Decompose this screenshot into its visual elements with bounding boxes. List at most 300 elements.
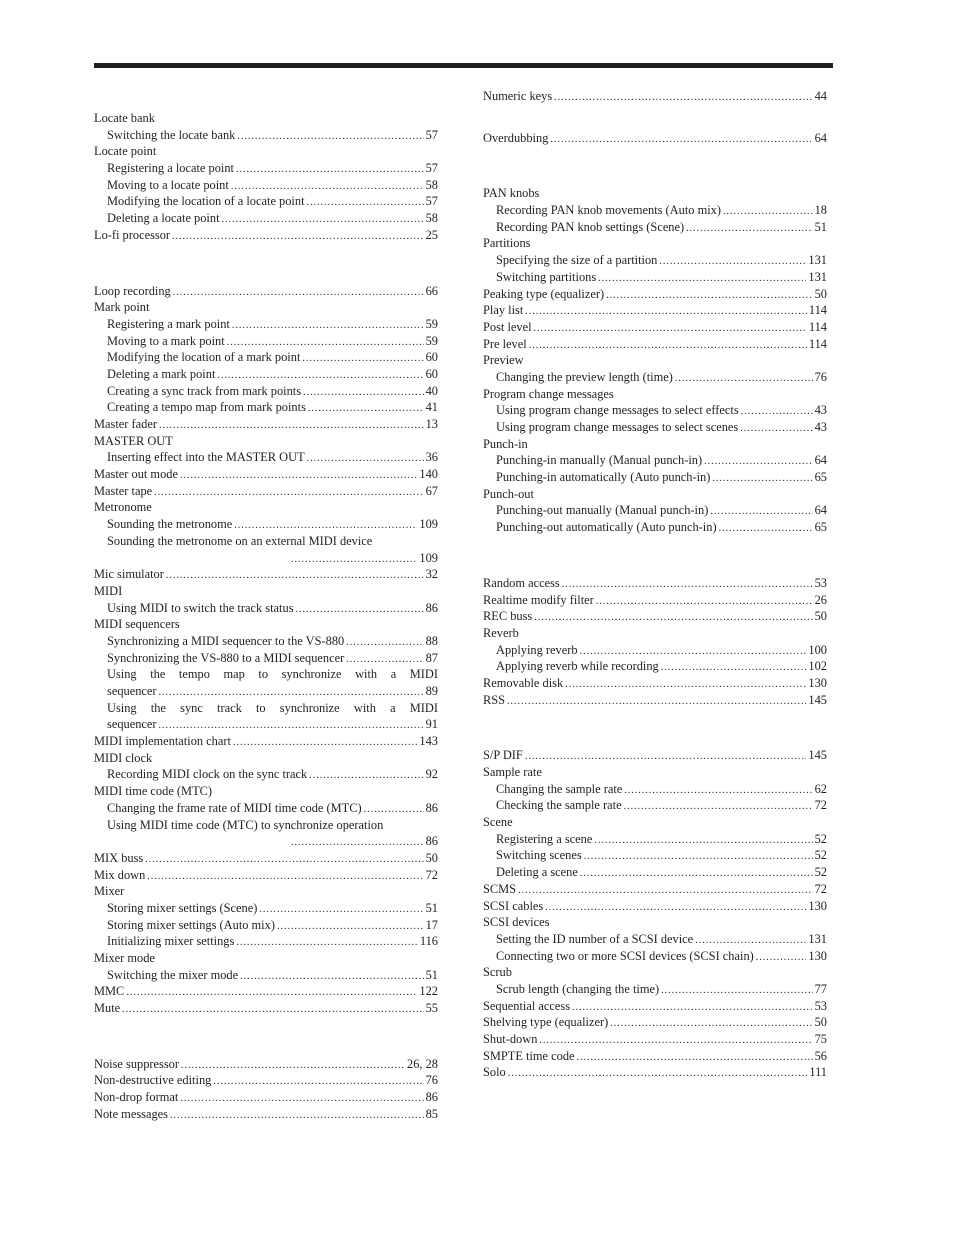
dot-leader [719, 521, 813, 538]
dot-leader [565, 677, 806, 694]
dot-leader [126, 985, 417, 1002]
entry-term: Switching the mixer mode [107, 967, 239, 982]
index-entry [483, 302, 827, 319]
page-number: 50 [814, 286, 827, 301]
entry-term: Synchronizing the VS-880 to a MIDI sequencer [107, 650, 345, 665]
entry-term: Moving to a mark point [107, 333, 225, 348]
dot-leader [236, 935, 418, 952]
entry-term: SCSI devices [483, 915, 550, 930]
index-subentry [94, 127, 438, 144]
entry-term: Note messages [94, 1106, 168, 1121]
entry-term: RSS [483, 692, 506, 707]
index-subentry [483, 269, 827, 286]
dot-leader [508, 1066, 808, 1083]
index-subentry [483, 519, 827, 536]
index-subentry [94, 177, 438, 194]
index-subentry [483, 797, 827, 814]
entry-term: Switching partitions [496, 269, 597, 284]
index-entry [94, 1089, 438, 1106]
dot-leader [308, 401, 424, 418]
page-number: 57 [425, 161, 438, 176]
dot-leader [598, 271, 806, 288]
index-entry [483, 336, 827, 353]
index-entry [483, 436, 827, 453]
entry-term: Connecting two or more SCSI devices (SCSI chain) [496, 948, 754, 963]
page-number: 67 [425, 483, 438, 498]
index-entry [483, 814, 827, 831]
entry-term: Locate bank [94, 111, 155, 125]
page-number: 76 [425, 1073, 438, 1088]
entry-term: Punching-out manually (Manual punch-in) [496, 503, 709, 518]
page-number: 57 [425, 127, 438, 142]
section-gap [94, 244, 438, 283]
dot-leader [277, 919, 424, 936]
entry-term: Sounding the metronome [107, 517, 233, 532]
page-number: 88 [425, 633, 438, 648]
page-number: 131 [808, 253, 827, 268]
dot-leader [606, 288, 813, 305]
index-subentry [483, 831, 827, 848]
index-subentry [94, 333, 438, 350]
index-entry [483, 881, 827, 898]
entry-term: Mute [94, 1001, 121, 1016]
entry-term: MIX buss [94, 850, 144, 865]
entry-term: Mixer mode [94, 951, 155, 965]
dot-leader [624, 799, 813, 816]
index-entry [94, 950, 438, 967]
entry-term: Realtime modify filter [483, 592, 594, 607]
index-subentry [94, 633, 438, 650]
dot-leader [237, 129, 423, 146]
index-entry [94, 616, 438, 633]
entry-term: Recording PAN knob movements (Auto mix) [496, 203, 721, 218]
entry-term: Applying reverb while recording [496, 659, 659, 674]
index-subentry [483, 402, 827, 419]
page-number: 13 [425, 417, 438, 431]
index-subentry [94, 449, 438, 466]
page-number: 18 [814, 203, 827, 218]
entry-term: Removable disk [483, 675, 564, 690]
page-number: 52 [814, 848, 827, 863]
page-number: 44 [814, 89, 827, 103]
page-number: 75 [814, 1032, 827, 1046]
page-number: 50 [425, 850, 438, 865]
dot-leader [309, 768, 423, 785]
page-number: 26 [814, 592, 827, 607]
index-entry [94, 983, 438, 1000]
page-number: 43 [814, 420, 827, 434]
section-gap [483, 105, 827, 130]
index-entry [483, 185, 827, 202]
page-number: 53 [814, 998, 827, 1013]
page-number: 51 [814, 219, 827, 234]
page-number: 60 [425, 350, 438, 365]
dot-leader [756, 950, 807, 967]
dot-leader [580, 866, 813, 883]
entry-term: MMC [94, 984, 125, 999]
index-subentry [483, 981, 827, 998]
index-entry [94, 1072, 438, 1089]
entry-term: SCMS [483, 881, 517, 896]
index-subentry [483, 369, 827, 386]
entry-term: Switching the locate bank [107, 127, 236, 142]
page-number: 36 [425, 450, 438, 465]
entry-term: Creating a tempo map from mark points [107, 400, 306, 415]
entry-term: Post level [483, 319, 532, 334]
dot-leader [154, 485, 423, 502]
index-entry [94, 566, 438, 583]
index-entry-continuation [94, 550, 438, 567]
index-subentry [94, 917, 438, 934]
index-subentry [483, 642, 827, 659]
entry-term: Creating a sync track from mark points [107, 383, 302, 398]
entry-term: Program change messages [483, 386, 614, 401]
entry-term: Mixer [94, 884, 125, 899]
entry-term: Shut-down [483, 1032, 538, 1046]
page-number: 143 [419, 734, 438, 749]
index-subentry [94, 683, 438, 700]
dot-leader [213, 1074, 423, 1091]
dot-leader [740, 421, 812, 438]
section-gap [483, 536, 827, 575]
page-number: 59 [425, 316, 438, 331]
index-subentry [483, 658, 827, 675]
entry-term: MASTER OUT [94, 433, 173, 448]
entry-term: Recording PAN knob settings (Scene) [496, 219, 685, 234]
page-number: 86 [425, 600, 438, 615]
page-number: 64 [814, 453, 827, 468]
entry-term: MIDI clock [94, 750, 153, 765]
index-entry [94, 110, 438, 127]
entry-term: Punch-out [483, 486, 534, 501]
index-entry [94, 466, 438, 483]
index-subentry [483, 469, 827, 486]
index-subentry [94, 967, 438, 984]
page-number: 109 [419, 550, 438, 565]
page-number: 131 [808, 931, 827, 946]
index-entry [94, 283, 438, 300]
entry-term: Punching-in manually (Manual punch-in) [496, 453, 703, 468]
entry-term: Master tape [94, 483, 153, 498]
entry-term: sequencer [107, 717, 157, 732]
page-number: 87 [425, 650, 438, 665]
page-number: 41 [425, 400, 438, 415]
dot-leader [180, 468, 417, 485]
dot-leader [545, 900, 806, 917]
page-number: 56 [814, 1048, 827, 1063]
index-entry [483, 352, 827, 369]
entry-term: Master fader [94, 417, 157, 431]
page-number: 51 [425, 967, 438, 982]
index-subentry [94, 716, 438, 733]
section-gap [483, 708, 827, 747]
index-subentry [94, 349, 438, 366]
entry-term: MIDI time code (MTC) [94, 784, 213, 799]
entry-term: Master out mode [94, 467, 178, 482]
page-number: 100 [808, 642, 827, 657]
dot-leader [307, 195, 424, 212]
dot-leader [180, 1091, 423, 1108]
index-subentry [483, 502, 827, 519]
dot-leader [222, 212, 424, 229]
index-entry [483, 764, 827, 781]
dot-leader [240, 969, 423, 986]
page-number: 114 [808, 336, 827, 351]
dot-leader [659, 254, 806, 271]
page-number: 65 [814, 470, 827, 485]
dot-leader [539, 1033, 812, 1050]
entry-term: Using program change messages to select effects [496, 403, 739, 418]
index-entry [483, 386, 827, 403]
entry-term: Pre level [483, 336, 527, 351]
index-column-right [483, 88, 827, 1081]
index-subentry [94, 516, 438, 533]
page-number: 140 [419, 467, 438, 482]
index-subentry [94, 933, 438, 950]
entry-term: Initializing mixer settings [107, 934, 235, 949]
index-subentry [94, 817, 438, 834]
page-number: 72 [814, 881, 827, 896]
dot-leader [710, 504, 812, 521]
entry-term: Non-drop format [94, 1090, 179, 1105]
entry-term: Specifying the size of a partition [496, 253, 658, 268]
entry-term: Scrub length (changing the time) [496, 981, 660, 996]
entry-term: Punch-in [483, 436, 528, 451]
page-number: 91 [425, 717, 438, 732]
entry-term: Mic simulator [94, 567, 164, 582]
entry-term: Play list [483, 303, 524, 318]
dot-leader [507, 694, 806, 711]
page-number: 109 [419, 517, 438, 532]
page-number: 26, 28 [407, 1056, 438, 1071]
dot-leader [610, 1016, 812, 1033]
index-entry [94, 416, 438, 433]
page-number: 111 [809, 1065, 827, 1080]
index-entry [94, 733, 438, 750]
index-entry [483, 88, 827, 105]
entry-term: Using program change messages to select scenes [496, 420, 739, 434]
entry-term: Preview [483, 353, 524, 368]
index-entry [94, 1000, 438, 1017]
index-entry-continuation [94, 833, 438, 850]
page-number: 17 [425, 917, 438, 932]
entry-term: Peaking type (equalizer) [483, 286, 605, 301]
entry-term: Synchronizing a MIDI sequencer to the VS-880 [107, 633, 345, 648]
entry-term: Mark point [94, 300, 150, 315]
dot-leader [122, 1002, 423, 1019]
dot-leader [145, 852, 423, 869]
index-entry [483, 914, 827, 931]
index-entry [483, 747, 827, 764]
dot-leader [518, 883, 813, 900]
page-number: 32 [425, 567, 438, 582]
page-number: 145 [808, 692, 827, 707]
dot-leader [562, 577, 813, 594]
entry-term: S/P DIF [483, 748, 523, 763]
dot-leader [170, 1108, 424, 1125]
page-number: 77 [814, 981, 827, 996]
dot-leader [233, 735, 417, 752]
entry-term: Deleting a mark point [107, 366, 216, 381]
index-subentry [94, 600, 438, 617]
dot-leader [723, 204, 813, 221]
section-gap [94, 1017, 438, 1056]
page-number: 60 [425, 366, 438, 381]
page-number: 86 [425, 800, 438, 815]
page-number: 86 [425, 1090, 438, 1105]
index-entry [483, 1031, 827, 1048]
page-number: 102 [808, 659, 827, 674]
index-subentry [483, 452, 827, 469]
index-entry [483, 235, 827, 252]
entry-term: Mix down [94, 867, 146, 882]
entry-term: MIDI sequencers [94, 617, 180, 632]
entry-term: Recording MIDI clock on the sync track [107, 767, 308, 782]
index-entry [483, 675, 827, 692]
index-entry [94, 299, 438, 316]
dot-leader [147, 869, 423, 886]
page-number: 72 [814, 798, 827, 813]
page-number: 43 [814, 403, 827, 418]
index-entry [94, 483, 438, 500]
index-entry [483, 608, 827, 625]
entry-term: MIDI implementation chart [94, 734, 231, 749]
index-entry [483, 1064, 827, 1081]
page-number: 130 [808, 675, 827, 690]
page-number: 89 [425, 684, 438, 698]
entry-term: Metronome [94, 500, 152, 515]
entry-term: Numeric keys [483, 89, 553, 103]
dot-leader [741, 404, 813, 421]
dot-leader [594, 833, 812, 850]
index-entry [94, 1056, 438, 1073]
page-number: 52 [814, 865, 827, 880]
dot-leader [534, 321, 807, 338]
entry-term: sequencer [107, 684, 157, 698]
index-column-left [94, 110, 438, 1123]
entry-term: Changing the frame rate of MIDI time code (MTC) [107, 800, 362, 815]
index-subentry [483, 931, 827, 948]
index-entry [483, 898, 827, 915]
index-entry [483, 319, 827, 336]
entry-term: Storing mixer settings (Scene) [107, 900, 258, 915]
dot-leader [554, 90, 812, 107]
entry-term: Random access [483, 575, 560, 590]
page-number: 86 [425, 834, 438, 849]
dot-leader [296, 602, 424, 619]
index-entry [94, 499, 438, 516]
page-number: 58 [425, 211, 438, 226]
index-subentry [483, 419, 827, 436]
index-subentry [94, 650, 438, 667]
index-subentry [483, 252, 827, 269]
entry-term: Setting the ID number of a SCSI device [496, 931, 694, 946]
index-subentry-text: Using the sync track to synchronize with a MIDI [107, 700, 438, 715]
page-number: 64 [814, 130, 827, 145]
dot-leader [236, 162, 424, 179]
dot-leader [624, 783, 812, 800]
entry-term: Locate point [94, 144, 157, 159]
dot-leader [172, 229, 424, 246]
entry-term: Partitions [483, 236, 531, 251]
page-number: 114 [808, 319, 827, 334]
entry-term: Punching-in automatically (Auto punch-in) [496, 470, 711, 485]
page-number: 51 [425, 900, 438, 915]
entry-term: Loop recording [94, 283, 171, 298]
page-number: 57 [425, 194, 438, 209]
dot-leader [675, 371, 813, 388]
dot-leader [534, 610, 812, 627]
entry-term: Lo-fi processor [94, 227, 171, 242]
dot-leader [661, 983, 813, 1000]
entry-term: Scene [483, 815, 513, 830]
index-entry [483, 575, 827, 592]
dot-leader [302, 351, 423, 368]
entry-term: Sounding the metronome on an external MIDI device [107, 533, 373, 548]
dot-leader [303, 385, 424, 402]
entry-term: Checking the sample rate [496, 798, 622, 813]
entry-term: Solo [483, 1065, 506, 1080]
dot-leader [173, 285, 424, 302]
dot-leader [704, 454, 812, 471]
dot-leader [232, 318, 424, 335]
index-entry [94, 583, 438, 600]
page-number: 58 [425, 177, 438, 192]
dot-leader [529, 338, 807, 355]
entry-term: Switching scenes [496, 848, 582, 863]
index-entry [483, 130, 827, 147]
entry-term: REC buss [483, 609, 533, 624]
page-number: 130 [808, 948, 827, 963]
entry-term: Scrub [483, 965, 512, 980]
index-subentry [483, 781, 827, 798]
entry-term: Punching-out automatically (Auto punch-in) [496, 520, 717, 535]
index-entry [94, 850, 438, 867]
page-number: 122 [419, 984, 438, 999]
index-subentry [94, 193, 438, 210]
dot-leader [596, 594, 813, 611]
dot-leader [525, 749, 807, 766]
page-number: 25 [425, 227, 438, 242]
entry-term: Using MIDI to switch the track status [107, 600, 294, 615]
index-subentry [94, 399, 438, 416]
index-entry [94, 783, 438, 800]
entry-term: Using MIDI time code (MTC) to synchronize operation [107, 817, 384, 832]
index-subentry [94, 383, 438, 400]
index-entry [94, 883, 438, 900]
page-number: 62 [814, 781, 827, 796]
entry-term: Reverb [483, 625, 519, 640]
entry-term: Shelving type (equalizer) [483, 1015, 609, 1030]
index-subentry-text: Using the tempo map to synchronize with a MIDI [107, 667, 438, 682]
page-number: 114 [808, 303, 827, 318]
page-number: 50 [814, 1015, 827, 1030]
dot-leader [346, 635, 423, 652]
index-entry [94, 143, 438, 160]
index-subentry [483, 948, 827, 965]
entry-term: Applying reverb [496, 642, 578, 657]
entry-term: Sequential access [483, 998, 571, 1013]
entry-term: MIDI [94, 583, 123, 598]
page-number: 52 [814, 831, 827, 846]
page-number: 66 [425, 283, 438, 298]
entry-term: Registering a scene [496, 831, 593, 846]
index-entry [483, 592, 827, 609]
dot-leader [525, 304, 807, 321]
index-subentry [94, 316, 438, 333]
index-subentry [94, 766, 438, 783]
entry-term: Moving to a locate point [107, 177, 229, 192]
